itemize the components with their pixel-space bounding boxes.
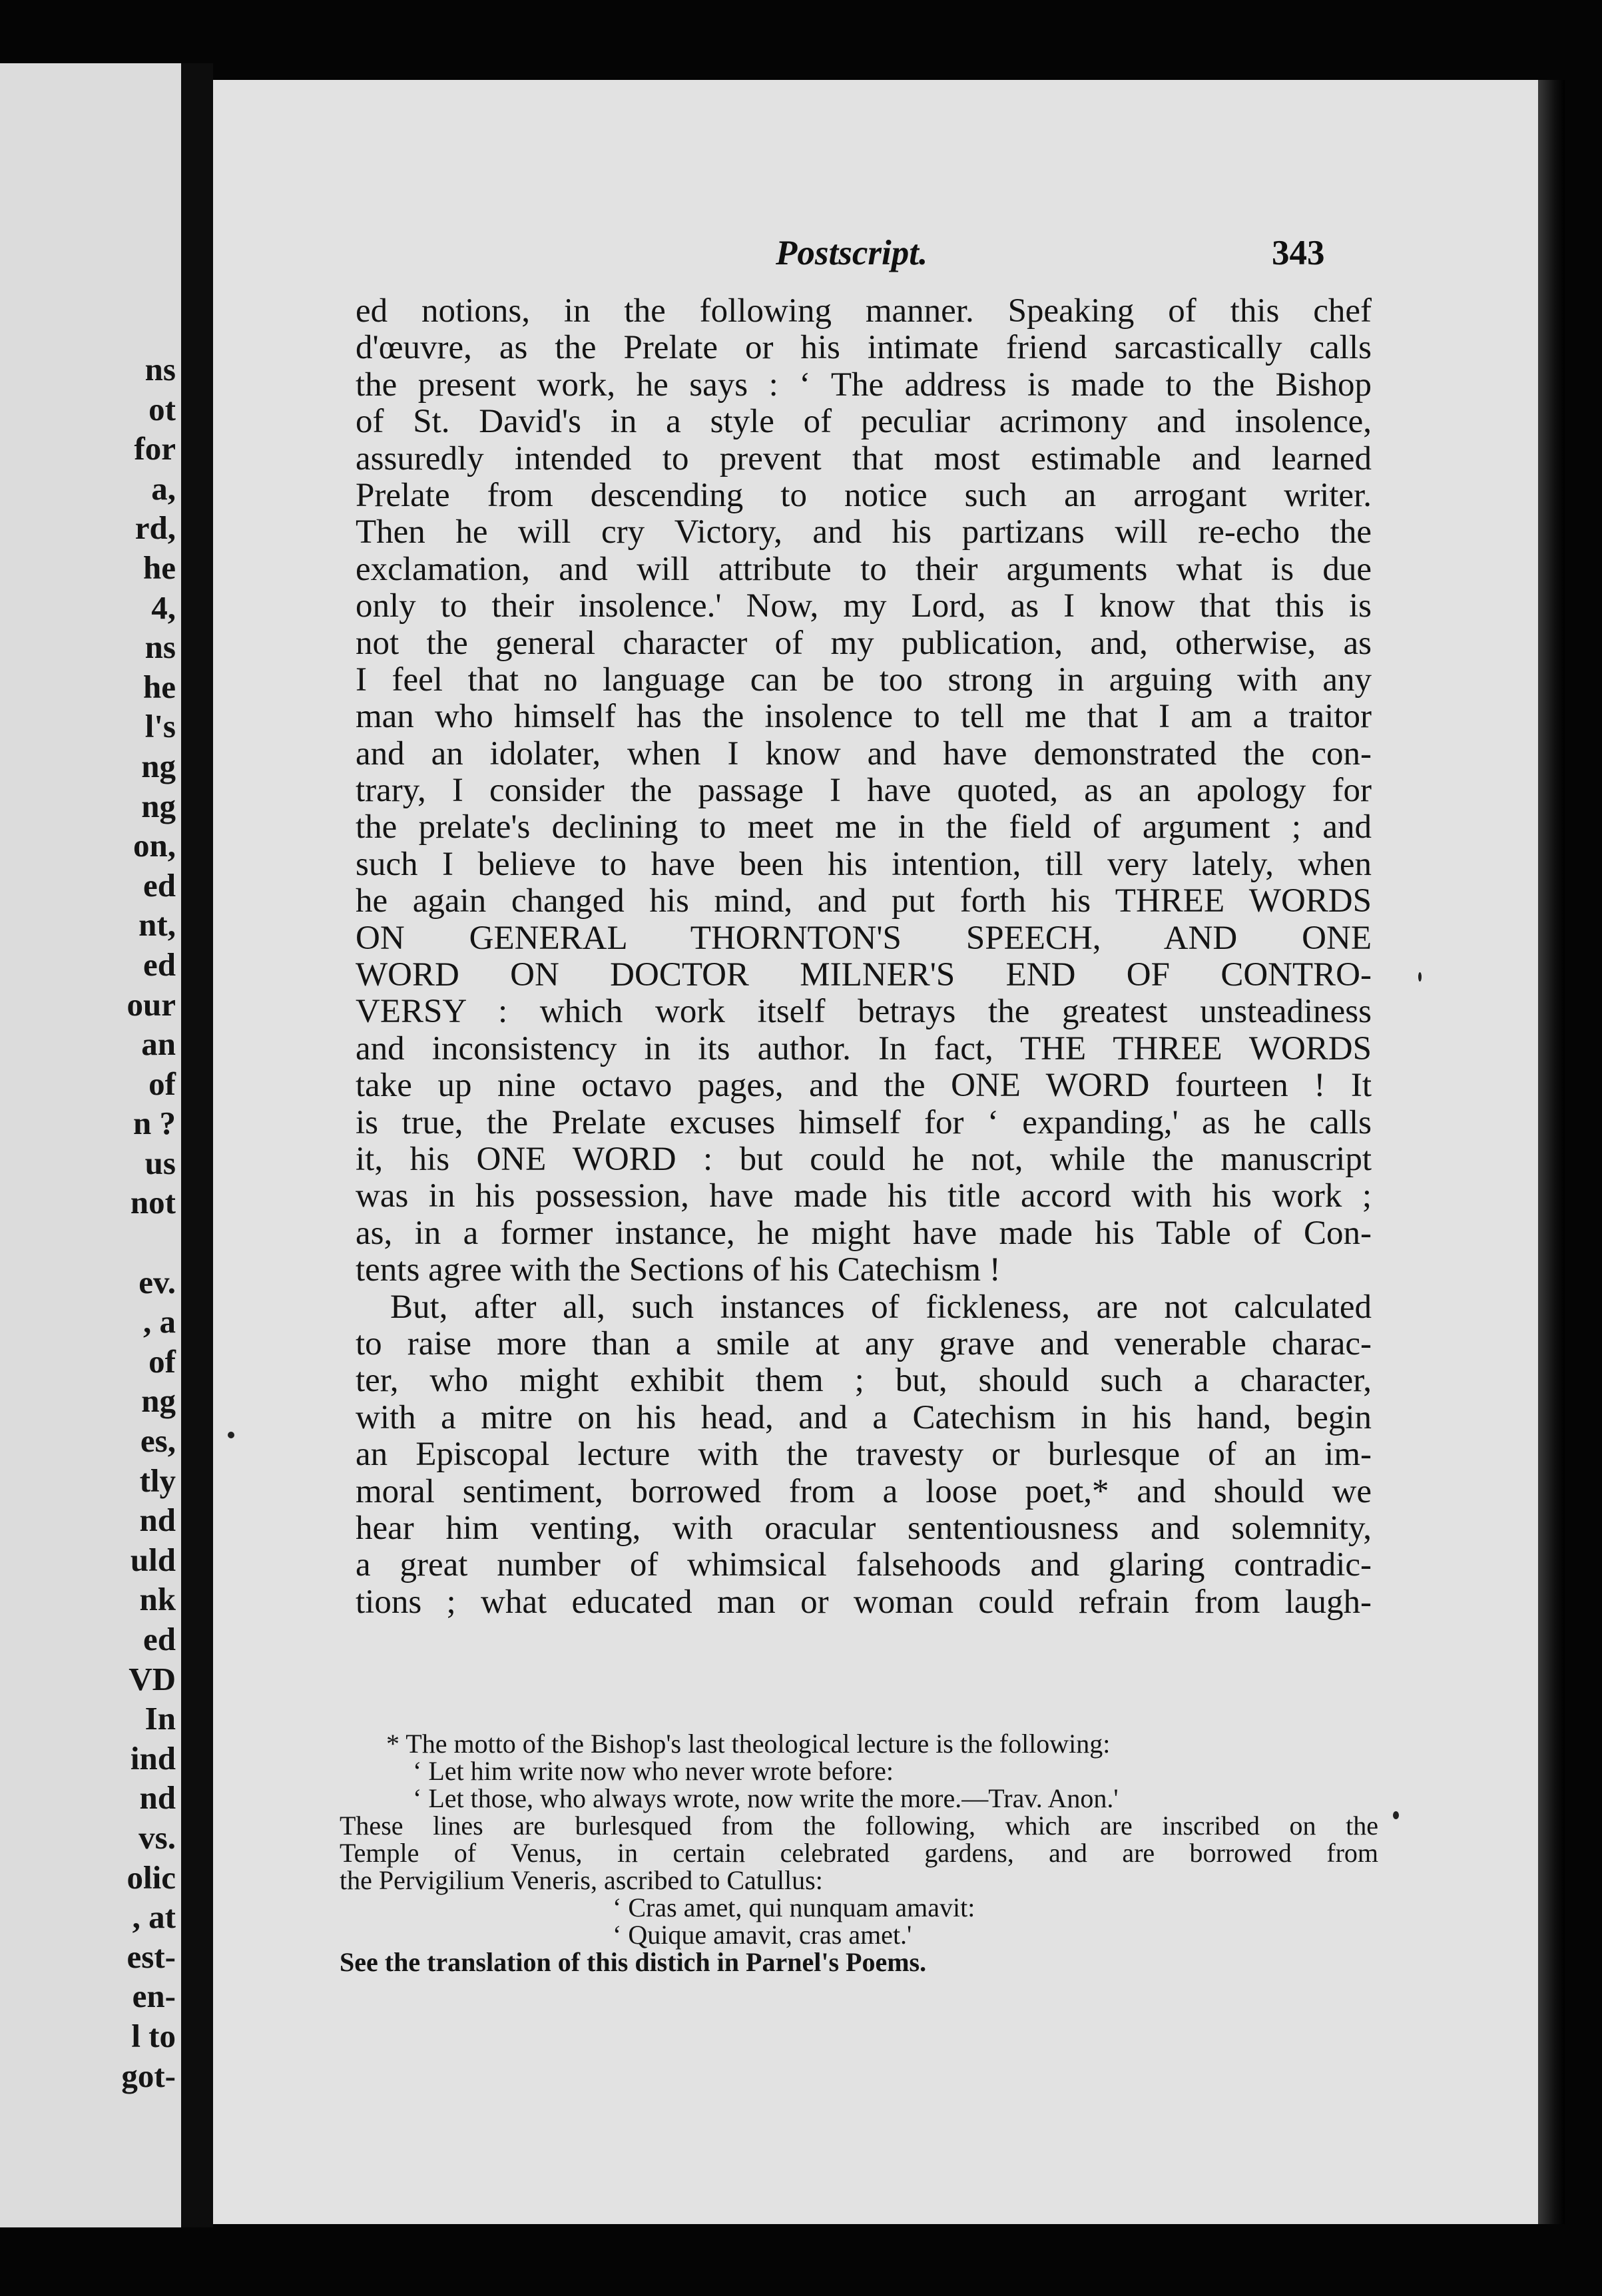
margin-fragment: tly [139, 1462, 176, 1499]
margin-fragment: rd, [134, 509, 176, 547]
margin-fragment: ed [143, 1621, 176, 1657]
text-line: Prelate from descending to notice such an arrogant writer. [356, 476, 1372, 514]
margin-fragment: an [141, 1025, 176, 1063]
margin-fragment: got- [121, 2057, 176, 2094]
paper-speck [1393, 1811, 1399, 1819]
page-right-edge [1538, 80, 1565, 2224]
paper-speck [228, 1432, 234, 1438]
footnote-line: ‘ Quique amavit, cras amet.' [613, 1920, 912, 1950]
text-line: moral sentiment, borrowed from a loose poet,* and should we [356, 1472, 1372, 1510]
text-line: ter, who might exhibit them ; but, should such a character, [356, 1362, 1372, 1400]
margin-fragment: nt, [138, 906, 176, 944]
paper-speck [1418, 972, 1422, 982]
footnote-line: Temple of Venus, in certain celebrated gardens, and are borrowed from [340, 1838, 1378, 1868]
margin-fragment: est- [127, 1938, 176, 1975]
page-header [213, 233, 1372, 280]
margin-fragment: vs. [138, 1819, 176, 1856]
margin-fragment: ev. [138, 1263, 176, 1300]
margin-fragment: our [127, 986, 176, 1023]
footnote-line: ‘ Let him write now who never wrote before: [413, 1756, 894, 1786]
previous-page-edge [0, 63, 181, 2227]
text-line: of St. David's in a style of peculiar acrimony and insolence, [356, 403, 1372, 441]
text-line: an Episcopal lecture with the travesty or burlesque of an im- [356, 1436, 1372, 1474]
text-line: man who himself has the insolence to tell me that I am a traitor [356, 698, 1372, 736]
text-line: Then he will cry Victory, and his partizans will re-echo the [356, 513, 1372, 551]
margin-fragment: he [143, 668, 176, 705]
margin-fragment: , a [143, 1303, 176, 1340]
text-line: was in his possession, have made his title accord with his work ; [356, 1177, 1372, 1215]
text-line: and inconsistency in its author. In fact, THE THREE WORDS [356, 1029, 1372, 1067]
text-line: assuredly intended to prevent that most estimable and learned [356, 439, 1372, 477]
text-line: such I believe to have been his intention, till very lately, when [356, 845, 1372, 883]
text-line: tents agree with the Sections of his Catechism ! [356, 1251, 1001, 1289]
margin-fragment: us [144, 1144, 176, 1181]
text-line: the present work, he says : ‘ The address is made to the Bishop [356, 366, 1372, 404]
text-line: only to their insolence.' Now, my Lord, as I know that this is [356, 587, 1372, 625]
margin-fragment [121, 1223, 176, 1263]
margin-fragment: ns [144, 629, 176, 666]
text-line: VERSY : which work itself betrays the greatest unsteadiness [356, 993, 1372, 1031]
text-line: hear him venting, with oracular sententiousness and solemnity, [356, 1509, 1372, 1547]
margin-fragment: ng [141, 747, 176, 784]
text-line: ON GENERAL THORNTON'S SPEECH, AND ONE [356, 919, 1372, 957]
text-line: to raise more than a smile at any grave and venerable charac- [356, 1324, 1372, 1362]
margin-fragment: ot [148, 390, 176, 428]
footnote-line: * The motto of the Bishop's last theological lecture is the following: [386, 1729, 1111, 1759]
margin-fragment: , at [132, 1898, 176, 1936]
text-line: ed notions, in the following manner. Speaking of this chef [356, 292, 1372, 330]
margin-fragment: ng [141, 787, 176, 824]
margin-fragment: ns [144, 351, 176, 388]
text-line: and an idolater, when I know and have demonstrated the con- [356, 734, 1372, 772]
text-line: is true, the Prelate excuses himself for ‘ expanding,' as he calls [356, 1103, 1372, 1141]
margin-fragment: l to [131, 2017, 176, 2054]
text-line: the prelate's declining to meet me in the field of argument ; and [356, 808, 1372, 846]
margin-fragment: ed [143, 946, 176, 983]
margin-fragment: he [143, 549, 176, 586]
margin-fragment: ind [130, 1739, 176, 1777]
margin-fragment: nk [139, 1581, 176, 1618]
previous-page-text-fragments [121, 350, 176, 2096]
margin-fragment: l's [144, 708, 176, 745]
text-line: tions ; what educated man or woman could refrain from laugh- [356, 1583, 1372, 1621]
text-line: not the general character of my publication, and, otherwise, as [356, 624, 1372, 662]
margin-fragment: a, [151, 469, 176, 507]
margin-fragment: nd [139, 1502, 176, 1539]
margin-fragment: uld [130, 1541, 176, 1578]
text-line: as, in a former instance, he might have made his Table of Con- [356, 1214, 1372, 1252]
text-line: trary, I consider the passage I have quoted, as an apology for [356, 772, 1372, 810]
margin-fragment: olic [127, 1859, 176, 1896]
margin-fragment: of [148, 1065, 176, 1102]
margin-fragment: n ? [133, 1105, 176, 1142]
margin-fragment: en- [132, 1978, 176, 2015]
text-line: But, after all, such instances of fickleness, are not calculated [390, 1288, 1372, 1326]
footnote-line: the Pervigilium Veneris, ascribed to Catullus: [340, 1865, 823, 1895]
footnote-line: These lines are burlesqued from the following, which are inscribed on the [340, 1811, 1378, 1841]
margin-fragment: of [148, 1342, 176, 1380]
text-line: he again changed his mind, and put forth his THREE WORDS [356, 882, 1372, 920]
text-line: WORD ON DOCTOR MILNER'S END OF CONTRO- [356, 956, 1372, 994]
footnote-block [340, 1730, 1378, 1976]
text-line: a great number of whimsical falsehoods and glaring contradic- [356, 1546, 1372, 1584]
margin-fragment: nd [139, 1779, 176, 1817]
margin-fragment: ed [143, 866, 176, 904]
book-gutter [181, 63, 213, 2227]
margin-fragment: 4, [151, 589, 176, 626]
text-line: I feel that no language can be too strong in arguing with any [356, 661, 1372, 699]
text-line: take up nine octavo pages, and the ONE WORD fourteen ! It [356, 1067, 1372, 1105]
main-text [356, 293, 1372, 1621]
footnote-line: ‘ Cras amet, qui nunquam amavit: [613, 1892, 975, 1922]
margin-fragment: on, [133, 827, 176, 864]
running-title: Postscript. [776, 234, 928, 272]
margin-fragment: for [134, 430, 176, 467]
book-page [213, 80, 1538, 2224]
text-line: d'œuvre, as the Prelate or his intimate friend sarcastically calls [356, 329, 1372, 367]
margin-fragment: es, [140, 1422, 176, 1460]
text-line: it, his ONE WORD : but could he not, while the manuscript [356, 1140, 1372, 1178]
margin-fragment: not [130, 1184, 176, 1221]
text-line: with a mitre on his head, and a Catechism in his hand, begin [356, 1398, 1372, 1436]
page-number: 343 [1272, 234, 1325, 272]
margin-fragment: In [144, 1700, 176, 1737]
margin-fragment: ng [141, 1382, 176, 1420]
footnote-line: See the translation of this distich in Parnel's Poems. [340, 1947, 927, 1977]
text-line: exclamation, and will attribute to their arguments what is due [356, 550, 1372, 588]
footnote-line: ‘ Let those, who always wrote, now write the more.—Trav. Anon.' [413, 1783, 1119, 1813]
margin-fragment: VD [129, 1660, 176, 1697]
